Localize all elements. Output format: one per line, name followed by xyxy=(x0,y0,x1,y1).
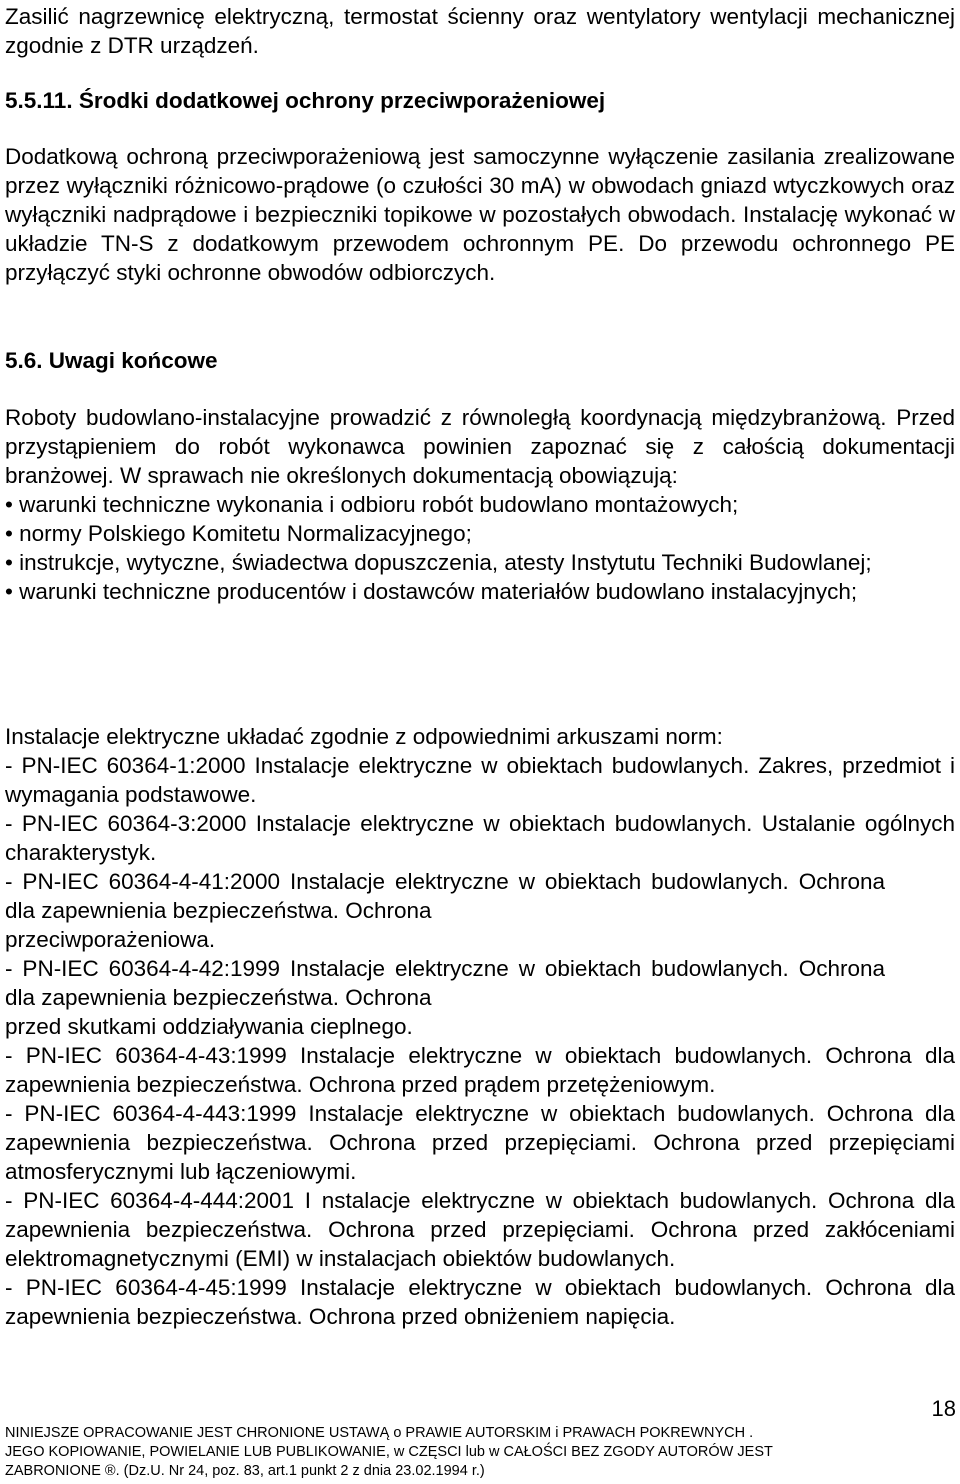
intro-paragraph xyxy=(5,2,955,60)
footer-line: JEGO KOPIOWANIE, POWIELANIE LUB PUBLIKOWANIE, w CZĘSCI lub w CAŁOŚCI BEZ ZGODY AUTORÓW JEST xyxy=(5,1444,773,1460)
intro-text: Zasilić nagrzewnicę elektryczną, termostat ścienny oraz wentylatory wentylacji mechanicznej zgodnie z DTR urządzeń. xyxy=(5,4,955,58)
section-5-6-heading-wrap xyxy=(5,346,955,375)
list-item: • normy Polskiego Komitetu Normalizacyjnego; xyxy=(5,519,955,548)
norm-item: - PN-IEC 60364-4-41:2000 Instalacje elektryczne w obiektach budowlanych. Ochrona dla zapewnienia bezpieczeństwa. Ochrona xyxy=(5,869,885,923)
list-item: • warunki techniczne wykonania i odbioru robót budowlano montażowych; xyxy=(5,490,955,519)
norm-item: przeciwporażeniowa. xyxy=(5,927,216,952)
list-item: • instrukcje, wytyczne, świadectwa dopuszczenia, atesty Instytutu Techniki Budowlanej; xyxy=(5,548,955,577)
norm-item: - PN-IEC 60364-4-45:1999 Instalacje elektryczne w obiektach budowlanych. Ochrona dla zapewnienia bezpieczeństwa. Ochrona przed obniżeniem napięcia. xyxy=(5,1275,955,1329)
section-5-5-11-paragraph xyxy=(5,142,955,287)
norm-item: - PN-IEC 60364-4-42:1999 Instalacje elektryczne w obiektach budowlanych. Ochrona dla zapewnienia bezpieczeństwa. Ochrona xyxy=(5,956,885,1010)
section-5-5-11-heading-wrap xyxy=(5,86,955,115)
paragraph-text: Dodatkową ochroną przeciwporażeniową jest samoczynne wyłączenie zasilania zrealizowane przez wyłączniki różnicowo-prądowe (o czułości 30 mA) w obwodach gniazd wtyczkowych oraz wyłączniki nadprądowe i bezpieczniki topikowe w pozostałych obwodach. Instalację wykonać w układzie TN-S z dodatkowym przewodem ochronnym PE. Do przewodu ochronnego PE przyłączyć styki ochronne obwodów odbiorczych. xyxy=(5,144,955,285)
copyright-footer xyxy=(5,1424,955,1481)
section-5-6-paragraph xyxy=(5,403,955,606)
page-number: 18 xyxy=(931,1396,956,1421)
norms-list xyxy=(5,722,955,1331)
footer-line: ZABRONIONE ®. (Dz.U. Nr 24, poz. 83, art.1 punkt 2 z dnia 23.02.1994 r.) xyxy=(5,1463,485,1479)
norm-item: - PN-IEC 60364-3:2000 Instalacje elektryczne w obiektach budowlanych. Ustalanie ogólnych charakterystyk. xyxy=(5,811,955,865)
norm-item: - PN-IEC 60364-4-444:2001 I nstalacje elektryczne w obiektach budowlanych. Ochrona dla zapewnienia bezpieczeństwa. Ochrona przed przepięciami. Ochrona przed zakłóceniami elektromagnetycznymi (EMI) w instalacjach obiektów budowlanych. xyxy=(5,1188,955,1271)
norm-item: przed skutkami oddziaływania cieplnego. xyxy=(5,1014,413,1039)
norm-item: - PN-IEC 60364-4-43:1999 Instalacje elektryczne w obiektach budowlanych. Ochrona dla zapewnienia bezpieczeństwa. Ochrona przed prądem przetężeniowym. xyxy=(5,1043,955,1097)
section-heading: 5.6. Uwagi końcowe xyxy=(5,348,218,373)
list-item: • warunki techniczne producentów i dostawców materiałów budowlano instalacyjnych; xyxy=(5,577,955,606)
paragraph-text: Roboty budowlano-instalacyjne prowadzić z równoległą koordynacją międzybranżową. Przed przystąpieniem do robót wykonawca powinien zapoznać się z całością dokumentacji branżowej. W sprawach nie określonych dokumentacją obowiązują: xyxy=(5,405,955,488)
section-heading: 5.5.11. Środki dodatkowej ochrony przeciwporażeniowej xyxy=(5,88,606,113)
norms-intro: Instalacje elektryczne układać zgodnie z odpowiednimi arkuszami norm: xyxy=(5,724,723,749)
footer-line: NINIEJSZE OPRACOWANIE JEST CHRONIONE USTAWĄ o PRAWIE AUTORSKIM i PRAWACH POKREWNYCH . xyxy=(5,1425,754,1441)
norm-item: - PN-IEC 60364-4-443:1999 Instalacje elektryczne w obiektach budowlanych. Ochrona dla zapewnienia bezpieczeństwa. Ochrona przed przepięciami. Ochrona przed przepięciami atmosferycznymi lub łączeniowymi. xyxy=(5,1101,955,1184)
norm-item: - PN-IEC 60364-1:2000 Instalacje elektryczne w obiektach budowlanych. Zakres, przedmiot i wymagania podstawowe. xyxy=(5,753,955,807)
